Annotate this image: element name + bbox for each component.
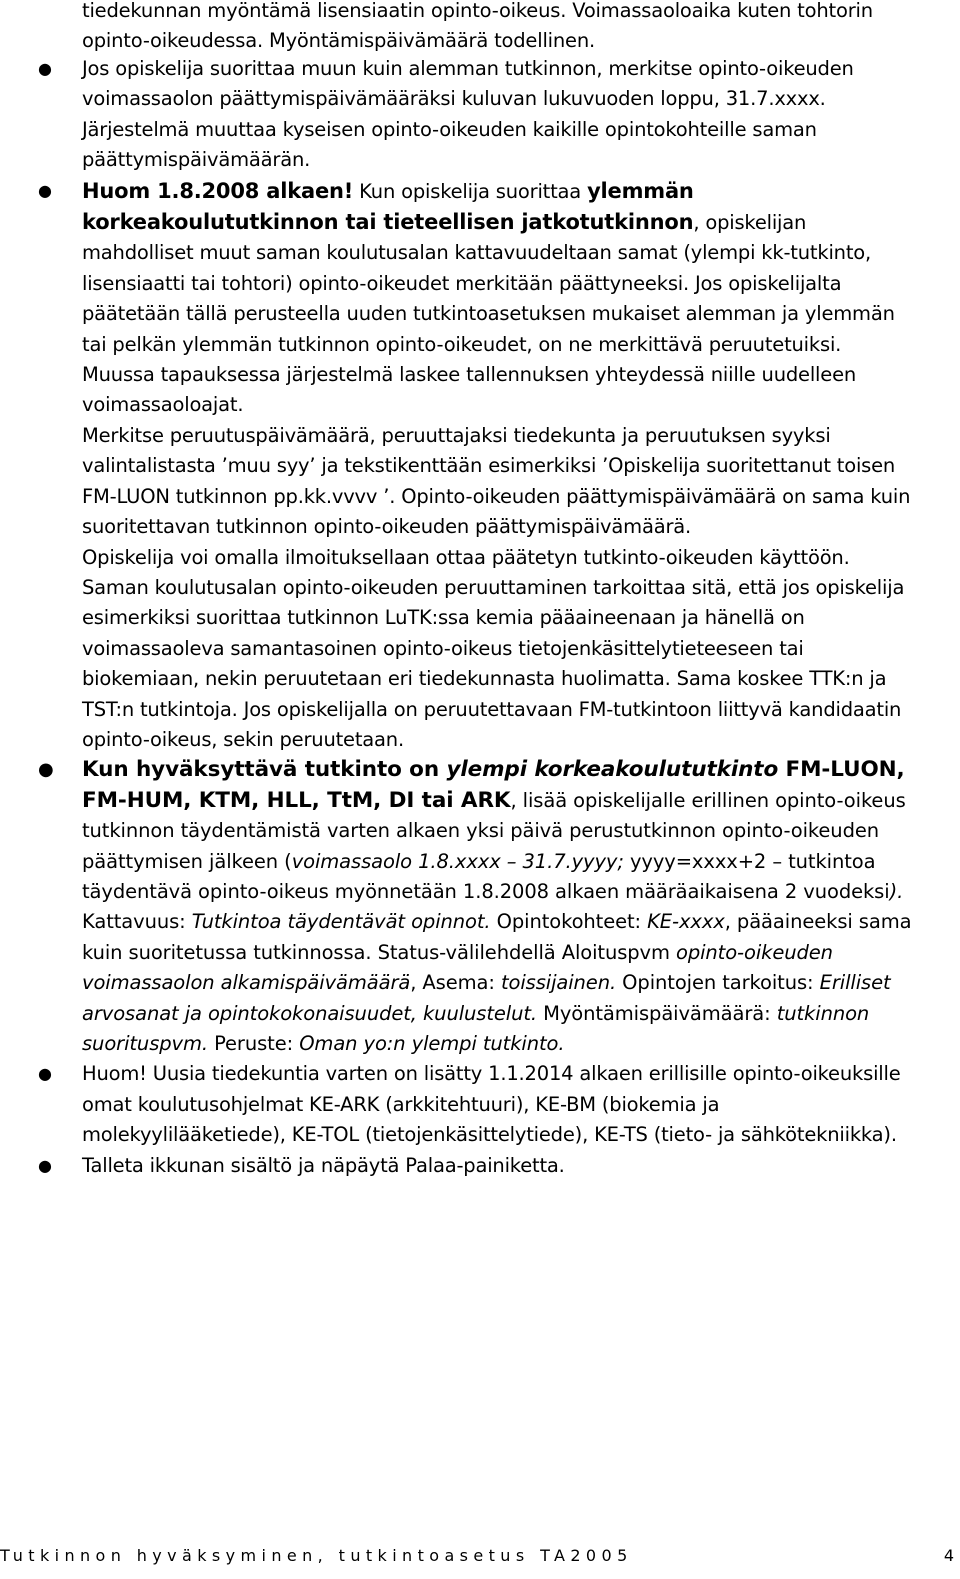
item-italic: Oman yo:n ylempi tutkinto. (299, 1032, 565, 1055)
item-lead: Kun hyväksyttävä tutkinto on (82, 757, 447, 783)
item-text: Huom! Uusia tiedekuntia varten on lisätty 1.1.2014 alkaen erillisille opinto-oikeuksille omat koulutusohjelmat KE-ARK (arkkitehtuuri), KE-BM (biokemia ja molekyylilääketiede), KE-TOL (tietojenkäsittelytiede), KE-TS (tieto- ja sähkötekniikka). (82, 1062, 901, 1147)
list-item (0, 755, 912, 1059)
item-text: Talleta ikkunan sisältö ja näpäytä Palaa-painiketta. (82, 1153, 565, 1177)
list-item (0, 1151, 912, 1181)
page-number: 4 (943, 1546, 954, 1565)
item-text: Opintojen tarkoitus: (616, 971, 820, 995)
item-emphasis: ylemmän korkeakoulututkinnon tai tieteellisen jatkotutkinnon (82, 178, 694, 235)
item-text: Opintokohteet: (490, 910, 648, 934)
bullet-icon: ● (38, 1064, 52, 1084)
bullet-icon: ● (38, 1155, 52, 1175)
item-text: , pääaineeksi sama kuin suoritetussa tutkinnossa. Status-välilehdellä Aloituspvm (82, 910, 912, 964)
item-text: tai (414, 787, 461, 813)
list-item (0, 1059, 912, 1150)
list-item (0, 176, 912, 756)
item-text: Jos opiskelija suorittaa muun kuin alemman tutkinnon, merkitse opinto-oikeuden voimassaolon päättymispäivämääräksi kuluvan lukuvuoden loppu, 31.7.xxxx. Järjestelmä muuttaa kyseisen opinto-oikeuden kaikille opintokohteille saman päättymispäivämäärän. (82, 57, 854, 172)
item-text: , lisää opiskelijalle erillinen opinto-oikeus tutkinnon täydentämistä varten alkaen yksi päivä perustutkinnon opinto-oikeuden päättymisen jälkeen ( (82, 788, 906, 873)
item-text: Kun opiskelija suorittaa (353, 179, 588, 203)
item-italic: ). (889, 879, 904, 903)
item-italic: KE-xxxx (647, 910, 725, 934)
footer-title: Tutkinnon hyväksyminen, tutkintoasetus TA2005 (0, 1546, 633, 1565)
item-italic: voimassaolo 1.8.xxxx – 31.7.yyyy; (291, 849, 630, 873)
item-text: Peruste: (207, 1032, 300, 1055)
item-text: Myöntämispäivämäärä: (537, 1001, 777, 1025)
bullet-list (0, 54, 912, 1181)
item-italic: Erilliset arvosanat ja opintokokonaisuudet, kuulustelut. (82, 971, 891, 1025)
bullet-icon: ● (38, 759, 54, 781)
intro-paragraph: tiedekunnan myöntämä lisensiaatin opinto-oikeus. Voimassaoloaika kuten tohtorin opinto-oikeudessa. Myöntämispäivämäärä todellinen. (82, 0, 873, 53)
item-italic: toissijainen. (500, 971, 617, 995)
item-paragraph: Merkitse peruutuspäivämäärä, peruuttajaksi tiedekunta ja peruutuksen syyksi valintalistasta ’muu syy’ ja tekstikenttään esimerkiksi ’Opiskelija suoritettanut toisen FM-LUON tutkinnon pp.kk.vvvv ’. Opinto-oikeuden päättymispäivämäärä on sama kuin suoritettavan tutkinnon opinto-oikeuden päättymispäivämäärä. (82, 423, 911, 539)
item-paragraph: Opiskelija voi omalla ilmoituksellaan ottaa päätetyn tutkinto-oikeuden käyttöön. Saman koulutusalan opinto-oikeuden peruuttaminen tarkoittaa sitä, että jos opiskelija esimerkiksi suorittaa tutkinnon LuTK:ssa kemia pääaineenaan ja hänellä on voimassaoleva samantasoinen opinto-oikeus tietojenkäsittelytieteeseen tai biokemiaan, nekin peruutetaan eri tiedekunnasta huolimatta. Sama koskee TTK:n ja TST:n tutkintoja. Jos opiskelijalla on peruutettavaan FM-tutkintoon liittyvä kandidaatin opinto-oikeus, sekin peruutetaan. (82, 545, 905, 751)
item-emphasis: ylempi korkeakoulututkinto (446, 757, 779, 783)
item-text: yyyy=xxxx+2 – tutkintoa täydentävä opinto-oikeus myönnetään 1.8.2008 alkaen määräaikaisena 2 vuodeksi (82, 849, 890, 903)
item-lead: Huom 1.8.2008 alkaen! (82, 178, 354, 203)
item-italic: Tutkintoa täydentävät opinnot. (191, 910, 491, 934)
item-emphasis: FM-LUON, FM-HUM, KTM, HLL, TtM, DI (82, 757, 905, 813)
list-item (0, 54, 912, 176)
bullet-icon: ● (38, 59, 52, 78)
item-italic: opinto-oikeuden voimassaolon alkamispäivämäärä (82, 940, 833, 995)
bullet-icon: ● (38, 180, 52, 200)
item-text: Kattavuus: (82, 910, 192, 934)
item-italic: tutkinnon suorituspvm. (82, 1001, 870, 1055)
item-emphasis: ARK (460, 787, 511, 813)
item-text: , Asema: (410, 971, 501, 995)
item-text: , opiskelijan mahdolliset muut saman koulutusalan kattavuudeltaan samat (ylempi kk-tutkinto, lisensiaatti tai tohtori) opinto-oikeudet merkitään päättyneeksi. Jos opiskelijalta päätetään tällä perusteella uuden tutkintoasetuksen mukaiset alemman ja ylemmän tai pelkän ylemmän tutkinnon opinto-oikeudet, on ne merkittävä peruutetuiksi. Muussa tapauksessa järjestelmä laskee tallennuksen yhteydessä niille uudelleen voimassaoloajat. (82, 211, 895, 417)
